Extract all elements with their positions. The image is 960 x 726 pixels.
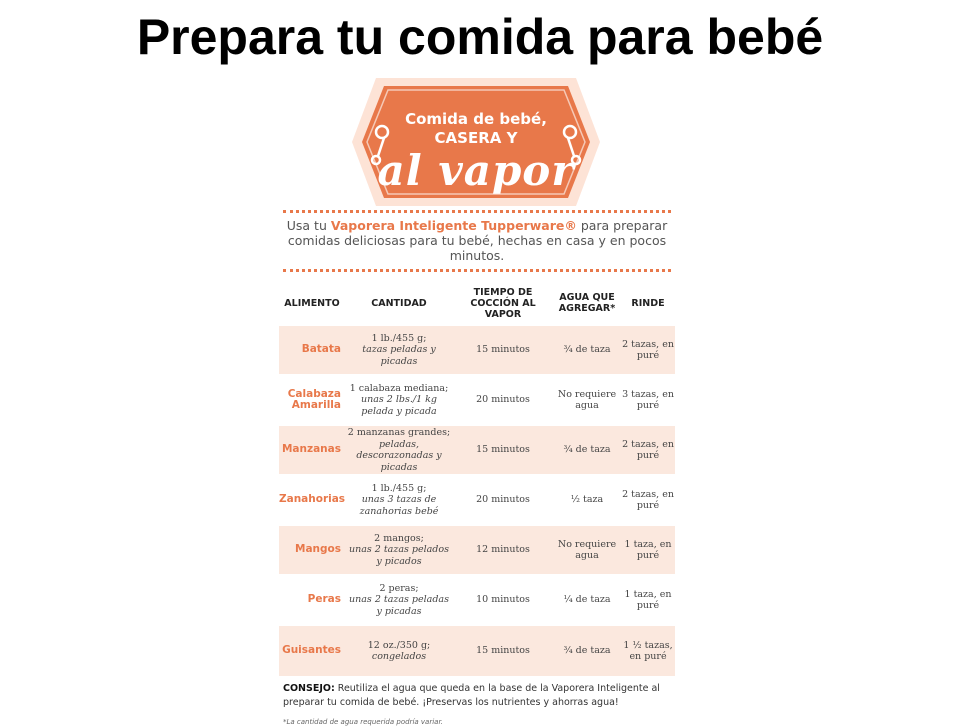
yield-amount: 1 taza, en puré <box>624 538 672 561</box>
food-name: Mangos <box>295 543 341 556</box>
intro-prefix: Usa tu <box>286 218 331 233</box>
yield-amount: 2 tazas, en puré <box>622 488 674 511</box>
cook-time: 15 minutos <box>476 344 530 356</box>
food-name: Manzanas <box>281 443 341 456</box>
quantity-main: 2 manzanas grandes; <box>347 427 451 438</box>
header-time: TIEMPO DE COCCIÓN AL VAPOR <box>470 286 536 320</box>
quantity-cell <box>345 333 453 368</box>
food-name: Peras <box>307 593 341 606</box>
cook-time: 10 minutos <box>476 594 530 606</box>
water-amount: No requiere agua <box>557 388 617 411</box>
food-name: Guisantes <box>282 644 341 657</box>
badge-line2: CASERA Y <box>434 129 518 147</box>
food-name: Zanahorias <box>279 493 346 506</box>
tip-body: Reutiliza el agua que queda en la base de la Vaporera Inteligente al preparar tu comida de bebé. ¡Preservas los nutrientes y ahorras agua! <box>283 683 660 708</box>
badge-line3: al vapor <box>377 146 575 195</box>
table-row <box>279 374 675 426</box>
yield-amount: 1 ½ tazas, en puré <box>623 639 673 662</box>
quantity-detail: peladas, descorazonadas y picadas <box>356 438 442 473</box>
recipe-card <box>279 210 675 726</box>
yield-amount: 2 tazas, en puré <box>622 338 674 361</box>
header-yield: RINDE <box>631 297 665 309</box>
footnote: *La cantidad de agua requerida podría variar. <box>283 718 443 726</box>
quantity-cell <box>345 533 453 568</box>
cook-time: 12 minutos <box>476 544 530 556</box>
food-name: Calabaza Amarilla <box>287 387 341 411</box>
quantity-detail: unas 2 lbs./1 kg pelada y picada <box>361 394 437 417</box>
water-amount: ¼ de taza <box>563 594 611 606</box>
yield-amount: 2 tazas, en puré <box>622 438 674 461</box>
quantity-main: 2 mangos; <box>374 532 424 544</box>
water-amount: ½ taza <box>570 494 604 506</box>
quantity-main: 1 calabaza mediana; <box>349 382 449 394</box>
quantity-main: 2 peras; <box>379 582 419 594</box>
table-row <box>279 474 675 526</box>
quantity-detail: unas 2 tazas peladas y picadas <box>349 594 449 617</box>
dotted-divider-bottom <box>283 269 671 272</box>
badge-line1: Comida de bebé, <box>405 110 547 128</box>
quantity-cell <box>345 583 453 618</box>
header-water: AGUA QUE AGREGAR* <box>558 292 616 314</box>
header-food: ALIMENTO <box>284 297 340 309</box>
cook-time: 15 minutos <box>476 645 530 657</box>
quantity-detail: unas 3 tazas de zanahorias bebé <box>359 494 439 517</box>
table-row <box>279 574 675 626</box>
table-row <box>279 526 675 574</box>
quantity-main: 1 lb./455 g; <box>371 482 427 494</box>
water-amount: ¾ de taza <box>563 344 611 356</box>
food-name: Batata <box>301 343 341 356</box>
intro-suffix: para preparar comidas deliciosas para tu bebé, hechas en casa y en pocos minutos. <box>287 218 668 263</box>
header-quantity: CANTIDAD <box>371 297 427 309</box>
quantity-cell <box>345 640 453 663</box>
table-header <box>279 280 675 326</box>
tip-text <box>279 676 675 710</box>
water-amount: ¾ de taza <box>563 645 611 657</box>
quantity-detail: unas 2 tazas pelados y picados <box>349 544 449 567</box>
quantity-main: 1 lb./455 g; <box>371 332 427 344</box>
water-amount: No requiere agua <box>557 538 617 561</box>
slide-title: Prepara tu comida para bebé <box>136 9 824 65</box>
table-row <box>279 626 675 676</box>
cook-time: 15 minutos <box>476 444 530 456</box>
badge-logo <box>348 74 604 210</box>
tip-label: CONSEJO: <box>283 683 335 694</box>
quantity-cell <box>345 483 453 518</box>
quantity-cell <box>345 383 453 418</box>
intro-text <box>279 213 675 269</box>
cook-time: 20 minutos <box>476 494 530 506</box>
quantity-detail: tazas peladas y picadas <box>362 344 436 367</box>
yield-amount: 3 tazas, en puré <box>622 388 674 411</box>
quantity-main: 12 oz./350 g; <box>367 639 431 651</box>
table-row <box>279 326 675 374</box>
water-amount: ¾ de taza <box>563 444 611 456</box>
quantity-detail: congelados <box>371 651 427 662</box>
cook-time: 20 minutos <box>476 394 530 406</box>
intro-brand: Vaporera Inteligente Tupperware® <box>330 218 577 233</box>
yield-amount: 1 taza, en puré <box>624 588 672 611</box>
table-row <box>279 426 675 474</box>
quantity-cell <box>345 427 453 473</box>
